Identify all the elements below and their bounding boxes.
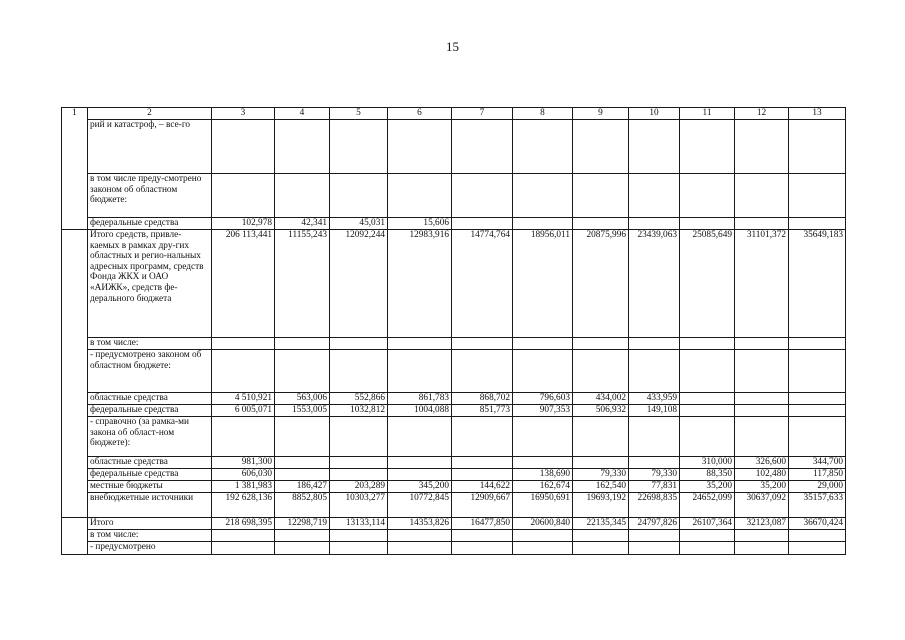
value-cell	[735, 120, 789, 174]
row-label: в том числе преду-смотрено законом об областном бюджете:	[88, 174, 212, 218]
value-cell	[275, 417, 330, 457]
value-cell	[573, 530, 629, 542]
row-label: в том числе:	[88, 530, 212, 542]
value-cell	[275, 457, 330, 469]
value-cell	[388, 338, 452, 350]
row-number-cell	[62, 481, 88, 493]
value-cell: 15,606	[388, 218, 452, 230]
row-label: Итого	[88, 518, 212, 530]
value-cell	[573, 338, 629, 350]
value-cell	[513, 120, 573, 174]
value-cell: 310,000	[680, 457, 735, 469]
value-cell	[629, 417, 680, 457]
value-cell: 981,300	[212, 457, 275, 469]
row-number-cell	[62, 457, 88, 469]
value-cell	[573, 417, 629, 457]
table-row	[62, 405, 846, 417]
value-cell: 45,031	[330, 218, 388, 230]
value-cell: 162,540	[573, 481, 629, 493]
row-number-cell	[62, 530, 88, 542]
value-cell	[212, 338, 275, 350]
value-cell: 24797,826	[629, 518, 680, 530]
row-label: федеральные средства	[88, 405, 212, 417]
value-cell: 606,030	[212, 469, 275, 481]
value-cell	[789, 350, 846, 393]
budget-table	[61, 107, 846, 555]
value-cell	[735, 350, 789, 393]
value-cell: 29,000	[789, 481, 846, 493]
value-cell	[680, 542, 735, 555]
value-cell	[629, 120, 680, 174]
value-cell	[388, 530, 452, 542]
value-cell	[680, 530, 735, 542]
table-row	[62, 393, 846, 405]
row-number-cell	[62, 469, 88, 481]
value-cell	[452, 542, 513, 555]
value-cell	[789, 393, 846, 405]
value-cell	[680, 417, 735, 457]
value-cell: 326,600	[735, 457, 789, 469]
column-number: 12	[735, 108, 789, 120]
value-cell: 149,108	[629, 405, 680, 417]
value-cell	[573, 174, 629, 218]
value-cell	[452, 530, 513, 542]
value-cell: 203,289	[330, 481, 388, 493]
value-cell	[275, 542, 330, 555]
row-label: федеральные средства	[88, 218, 212, 230]
value-cell	[513, 174, 573, 218]
value-cell	[275, 338, 330, 350]
value-cell	[513, 417, 573, 457]
value-cell	[388, 542, 452, 555]
table-row	[62, 174, 846, 218]
value-cell	[388, 457, 452, 469]
column-number: 4	[275, 108, 330, 120]
value-cell	[330, 469, 388, 481]
value-cell: 345,200	[388, 481, 452, 493]
value-cell	[452, 457, 513, 469]
value-cell	[212, 530, 275, 542]
value-cell	[789, 542, 846, 555]
value-cell: 12909,667	[452, 493, 513, 518]
value-cell: 25085,649	[680, 230, 735, 338]
value-cell: 42,341	[275, 218, 330, 230]
value-cell: 851,773	[452, 405, 513, 417]
value-cell: 16477,850	[452, 518, 513, 530]
table-row	[62, 530, 846, 542]
value-cell: 10772,845	[388, 493, 452, 518]
value-cell	[330, 530, 388, 542]
value-cell	[735, 405, 789, 417]
value-cell: 102,978	[212, 218, 275, 230]
value-cell: 19693,192	[573, 493, 629, 518]
value-cell	[513, 530, 573, 542]
row-label: федеральные средства	[88, 469, 212, 481]
value-cell: 138,690	[513, 469, 573, 481]
table-row	[62, 338, 846, 350]
value-cell: 186,427	[275, 481, 330, 493]
row-number-cell	[62, 393, 88, 405]
value-cell	[275, 469, 330, 481]
row-label: рий и катастроф, – все-го	[88, 120, 212, 174]
value-cell	[452, 174, 513, 218]
value-cell	[735, 542, 789, 555]
value-cell	[275, 120, 330, 174]
value-cell: 796,603	[513, 393, 573, 405]
value-cell	[513, 457, 573, 469]
value-cell	[452, 350, 513, 393]
value-cell: 861,783	[388, 393, 452, 405]
value-cell: 20875,996	[573, 230, 629, 338]
value-cell	[388, 469, 452, 481]
value-cell	[330, 338, 388, 350]
value-cell	[789, 338, 846, 350]
value-cell	[629, 174, 680, 218]
table-row	[62, 218, 846, 230]
value-cell	[629, 218, 680, 230]
value-cell	[212, 350, 275, 393]
row-number-cell	[62, 120, 88, 174]
table-row	[62, 120, 846, 174]
value-cell: 206 113,441	[212, 230, 275, 338]
value-cell	[789, 218, 846, 230]
row-number-cell	[62, 417, 88, 457]
value-cell	[452, 417, 513, 457]
value-cell: 32123,087	[735, 518, 789, 530]
value-cell	[629, 350, 680, 393]
value-cell: 12983,916	[388, 230, 452, 338]
value-cell	[330, 350, 388, 393]
value-cell: 18956,011	[513, 230, 573, 338]
table-row	[62, 481, 846, 493]
value-cell: 907,353	[513, 405, 573, 417]
value-cell: 102,480	[735, 469, 789, 481]
value-cell: 13133,114	[330, 518, 388, 530]
value-cell: 14774,764	[452, 230, 513, 338]
value-cell: 35,200	[680, 481, 735, 493]
value-cell	[452, 469, 513, 481]
column-number: 6	[388, 108, 452, 120]
value-cell: 22698,835	[629, 493, 680, 518]
row-number-cell	[62, 493, 88, 518]
value-cell	[789, 530, 846, 542]
table-row	[62, 542, 846, 555]
value-cell: 1004,088	[388, 405, 452, 417]
value-cell	[212, 542, 275, 555]
value-cell	[513, 542, 573, 555]
value-cell: 6 005,071	[212, 405, 275, 417]
row-number-cell	[62, 338, 88, 350]
value-cell: 35649,183	[789, 230, 846, 338]
value-cell: 22135,345	[573, 518, 629, 530]
value-cell	[513, 350, 573, 393]
value-cell	[573, 120, 629, 174]
column-number: 8	[513, 108, 573, 120]
row-number-cell	[62, 405, 88, 417]
row-label: областные средства	[88, 393, 212, 405]
value-cell: 192 628,136	[212, 493, 275, 518]
value-cell	[629, 457, 680, 469]
value-cell	[212, 120, 275, 174]
value-cell	[629, 338, 680, 350]
value-cell	[452, 338, 513, 350]
row-label: областные средства	[88, 457, 212, 469]
row-label: - предусмотрено законом об областном бюджете:	[88, 350, 212, 393]
value-cell: 14353,826	[388, 518, 452, 530]
value-cell	[573, 542, 629, 555]
value-cell	[680, 218, 735, 230]
value-cell: 88,350	[680, 469, 735, 481]
value-cell: 35,200	[735, 481, 789, 493]
value-cell	[735, 218, 789, 230]
value-cell	[680, 393, 735, 405]
value-cell	[513, 218, 573, 230]
value-cell	[735, 530, 789, 542]
value-cell: 79,330	[629, 469, 680, 481]
column-number: 5	[330, 108, 388, 120]
table-row	[62, 457, 846, 469]
row-number-cell	[62, 230, 88, 338]
page-number: 15	[446, 39, 459, 54]
table-row	[62, 469, 846, 481]
column-number: 1	[62, 108, 88, 120]
value-cell	[275, 530, 330, 542]
column-number: 13	[789, 108, 846, 120]
value-cell	[452, 218, 513, 230]
row-number-cell	[62, 350, 88, 393]
table-row	[62, 493, 846, 518]
value-cell: 117,850	[789, 469, 846, 481]
table-row	[62, 417, 846, 457]
value-cell	[330, 417, 388, 457]
value-cell: 30637,092	[735, 493, 789, 518]
value-cell	[735, 338, 789, 350]
row-label: - справочно (за рамка-ми закона об област-ном бюджете):	[88, 417, 212, 457]
value-cell	[680, 338, 735, 350]
value-cell	[388, 417, 452, 457]
column-number: 7	[452, 108, 513, 120]
value-cell	[573, 457, 629, 469]
value-cell: 12298,719	[275, 518, 330, 530]
value-cell: 563,006	[275, 393, 330, 405]
value-cell: 1 381,983	[212, 481, 275, 493]
value-cell	[789, 174, 846, 218]
value-cell	[789, 120, 846, 174]
value-cell: 8852,805	[275, 493, 330, 518]
column-number: 10	[629, 108, 680, 120]
column-number: 9	[573, 108, 629, 120]
value-cell: 23439,063	[629, 230, 680, 338]
value-cell: 552,866	[330, 393, 388, 405]
column-number: 2	[88, 108, 212, 120]
value-cell: 24652,099	[680, 493, 735, 518]
value-cell	[573, 218, 629, 230]
value-cell	[212, 174, 275, 218]
value-cell	[212, 417, 275, 457]
value-cell: 36670,424	[789, 518, 846, 530]
row-label: внебюджетные источники	[88, 493, 212, 518]
value-cell	[680, 405, 735, 417]
value-cell: 144,622	[452, 481, 513, 493]
value-cell: 16950,691	[513, 493, 573, 518]
value-cell: 344,700	[789, 457, 846, 469]
value-cell: 10303,277	[330, 493, 388, 518]
value-cell	[789, 405, 846, 417]
value-cell	[735, 174, 789, 218]
value-cell: 433,959	[629, 393, 680, 405]
value-cell: 12092,244	[330, 230, 388, 338]
value-cell: 11155,243	[275, 230, 330, 338]
value-cell: 162,674	[513, 481, 573, 493]
value-cell	[680, 174, 735, 218]
value-cell: 506,932	[573, 405, 629, 417]
value-cell	[513, 338, 573, 350]
row-number-cell	[62, 518, 88, 530]
value-cell: 218 698,395	[212, 518, 275, 530]
value-cell	[735, 417, 789, 457]
column-number-row	[62, 108, 846, 120]
value-cell: 4 510,921	[212, 393, 275, 405]
value-cell: 77,831	[629, 481, 680, 493]
value-cell: 31101,372	[735, 230, 789, 338]
table-row	[62, 350, 846, 393]
value-cell: 79,330	[573, 469, 629, 481]
value-cell: 35157,633	[789, 493, 846, 518]
value-cell: 20600,840	[513, 518, 573, 530]
value-cell	[452, 120, 513, 174]
value-cell	[388, 120, 452, 174]
value-cell	[275, 174, 330, 218]
column-number: 3	[212, 108, 275, 120]
value-cell	[275, 350, 330, 393]
value-cell	[573, 350, 629, 393]
row-label: Итого средств, привле-каемых в рамках дру-гих областных и регио-нальных адресных программ, средств Фонда ЖКХ и ОАО «АИЖК», средств фе-дерального бюджета	[88, 230, 212, 338]
value-cell	[388, 174, 452, 218]
value-cell	[330, 120, 388, 174]
value-cell	[789, 417, 846, 457]
row-number-cell	[62, 174, 88, 218]
value-cell	[680, 350, 735, 393]
value-cell	[330, 457, 388, 469]
value-cell	[680, 120, 735, 174]
value-cell: 1553,005	[275, 405, 330, 417]
value-cell	[388, 350, 452, 393]
value-cell	[330, 542, 388, 555]
column-number: 11	[680, 108, 735, 120]
row-label: в том числе:	[88, 338, 212, 350]
value-cell: 434,002	[573, 393, 629, 405]
value-cell: 26107,364	[680, 518, 735, 530]
value-cell: 868,702	[452, 393, 513, 405]
row-number-cell	[62, 542, 88, 555]
value-cell	[629, 542, 680, 555]
row-label: - предусмотрено	[88, 542, 212, 555]
value-cell	[629, 530, 680, 542]
row-label: местные бюджеты	[88, 481, 212, 493]
value-cell	[330, 174, 388, 218]
value-cell: 1032,812	[330, 405, 388, 417]
table-row	[62, 518, 846, 530]
row-number-cell	[62, 218, 88, 230]
value-cell	[735, 393, 789, 405]
table-row	[62, 230, 846, 338]
